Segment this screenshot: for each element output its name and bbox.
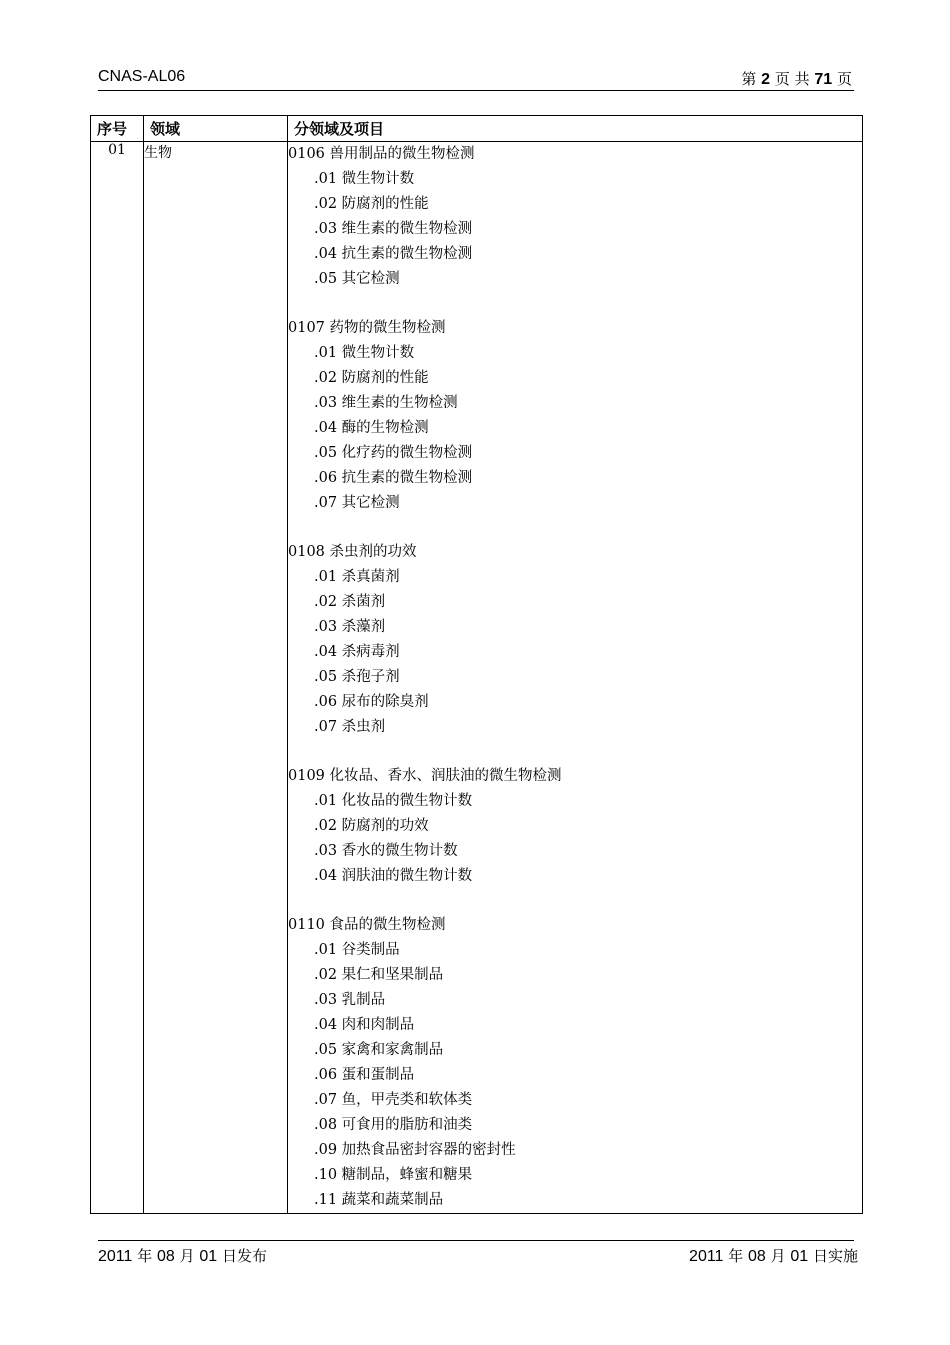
subfield-title: 0106 兽用制品的微生物检测 [288,146,475,162]
group-spacer [288,740,862,764]
table-row [91,142,863,1214]
subfield-title: 0109 化妆品、香水、润肤油的微生物检测 [288,768,562,784]
list-item: .03 维生素的微生物检测 [314,221,473,237]
subfield-group [288,142,862,292]
subfield-title: 0108 杀虫剂的功效 [288,544,417,560]
list-item: .04 润肤油的微生物计数 [314,868,473,884]
list-item: .02 杀菌剂 [314,594,386,610]
list-item: .01 谷类制品 [314,942,400,958]
subfield-title: 0110 食品的微生物检测 [288,917,446,933]
group-spacer [288,516,862,540]
subfield-title: 0107 药物的微生物检测 [288,320,446,336]
list-item: .11 蔬菜和蔬菜制品 [314,1192,444,1208]
table-header-row [91,116,863,142]
list-item: .01 化妆品的微生物计数 [314,793,473,809]
col-header-subfield: 分领域及项目 [288,116,863,142]
issue-date: 2011 年 08 月 01 日发布 [98,1247,267,1265]
list-item: .09 加热食品密封容器的密封性 [314,1142,516,1158]
seq-cell: 01 [91,142,144,1214]
current-page: 2 [761,71,771,88]
list-item: .05 化疗药的微生物检测 [314,445,473,461]
total-pages: 71 [814,71,833,88]
subfield-group [288,764,862,889]
page-header [98,66,854,91]
list-item: .02 防腐剂的性能 [314,370,429,386]
list-item: .03 杀藻剂 [314,619,386,635]
list-item: .04 酶的生物检测 [314,420,429,436]
subfield-group [288,316,862,516]
list-item: .02 防腐剂的性能 [314,196,429,212]
document-code: CNAS-AL06 [98,68,186,85]
group-spacer [288,889,862,913]
list-item: .04 肉和肉制品 [314,1017,415,1033]
list-item: .10 糖制品，蜂蜜和糖果 [314,1167,473,1183]
list-item: .02 果仁和坚果制品 [314,967,444,983]
subfield-group [288,540,862,740]
implementation-date: 2011 年 08 月 01 日实施 [689,1247,858,1265]
field-cell: 生物 [144,142,288,1214]
list-item: .05 家禽和家禽制品 [314,1042,444,1058]
list-item: .05 杀孢子剂 [314,669,400,685]
list-item: .01 微生物计数 [314,345,415,361]
list-item: .05 其它检测 [314,271,400,287]
list-item: .06 抗生素的微生物检测 [314,470,473,486]
list-item: .04 杀病毒剂 [314,644,400,660]
list-item: .02 防腐剂的功效 [314,818,429,834]
page-footer [98,1240,858,1267]
list-item: .01 杀真菌剂 [314,569,400,585]
col-header-field: 领域 [144,116,288,142]
list-item: .07 鱼，甲壳类和软体类 [314,1092,473,1108]
col-header-seq: 序号 [91,116,144,142]
list-item: .03 乳制品 [314,992,386,1008]
page-number-info: 第 2 页 共 71 页 [741,70,852,88]
list-item: .07 杀虫剂 [314,719,386,735]
list-item: .06 尿布的除臭剂 [314,694,429,710]
list-item: .01 微生物计数 [314,171,415,187]
list-item: .03 维生素的生物检测 [314,395,458,411]
subfield-cell [288,142,863,1214]
list-item: .03 香水的微生物计数 [314,843,458,859]
group-spacer [288,292,862,316]
list-item: .08 可食用的脂肪和油类 [314,1117,473,1133]
scope-table [90,115,863,1214]
list-item: .06 蛋和蛋制品 [314,1067,415,1083]
subfield-group [288,913,862,1213]
list-item: .07 其它检测 [314,495,400,511]
list-item: .04 抗生素的微生物检测 [314,246,473,262]
